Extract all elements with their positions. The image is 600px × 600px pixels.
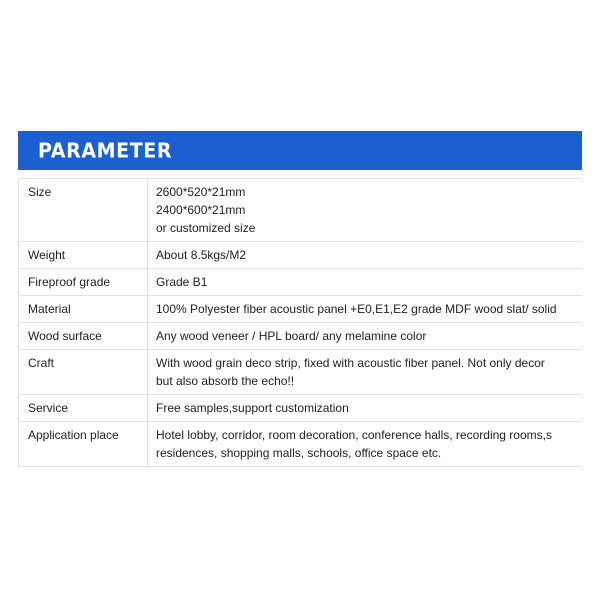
row-value — [148, 350, 583, 395]
row-value — [148, 323, 583, 350]
table-row — [19, 350, 583, 395]
table-row — [19, 179, 583, 242]
row-value — [148, 296, 583, 323]
row-label: Size — [19, 179, 148, 242]
parameter-table — [18, 178, 582, 467]
table-row — [19, 242, 583, 269]
row-label: Fireproof grade — [19, 269, 148, 296]
row-value-line: 2600*520*21mm — [156, 185, 246, 199]
table-row — [19, 395, 583, 422]
parameter-title: PARAMETER — [38, 138, 173, 163]
parameter-header — [18, 131, 582, 170]
row-value-line: 100% Polyester fiber acoustic panel +E0,E1,E2 grade MDF wood slat/ solid — [156, 302, 557, 316]
row-value-line: About 8.5kgs/M2 — [156, 248, 247, 262]
row-value-line: 2400*600*21mm — [156, 203, 246, 217]
row-label: Craft — [19, 350, 148, 395]
row-value — [148, 395, 583, 422]
row-value-line: or customized size — [156, 221, 256, 235]
row-value-line: Grade B1 — [156, 275, 208, 289]
table-row — [19, 269, 583, 296]
row-label: Wood surface — [19, 323, 148, 350]
row-value-line: Hotel lobby, corridor, room decoration, conference halls, recording rooms,s — [156, 428, 552, 442]
row-value — [148, 422, 583, 467]
row-value-line: residences, shopping malls, schools, office space etc. — [156, 446, 442, 460]
parameter-panel — [18, 131, 582, 467]
row-label: Service — [19, 395, 148, 422]
row-value-line: With wood grain deco strip, fixed with acoustic fiber panel. Not only decor — [156, 356, 545, 370]
row-value — [148, 242, 583, 269]
row-value — [148, 269, 583, 296]
row-label: Weight — [19, 242, 148, 269]
row-value-line: but also absorb the echo!! — [156, 374, 295, 388]
table-row — [19, 323, 583, 350]
table-row — [19, 296, 583, 323]
row-value-line: Free samples,support customization — [156, 401, 349, 415]
row-label: Application place — [19, 422, 148, 467]
row-value — [148, 179, 583, 242]
row-label: Material — [19, 296, 148, 323]
row-value-line: Any wood veneer / HPL board/ any melamine color — [156, 329, 427, 343]
table-row — [19, 422, 583, 467]
